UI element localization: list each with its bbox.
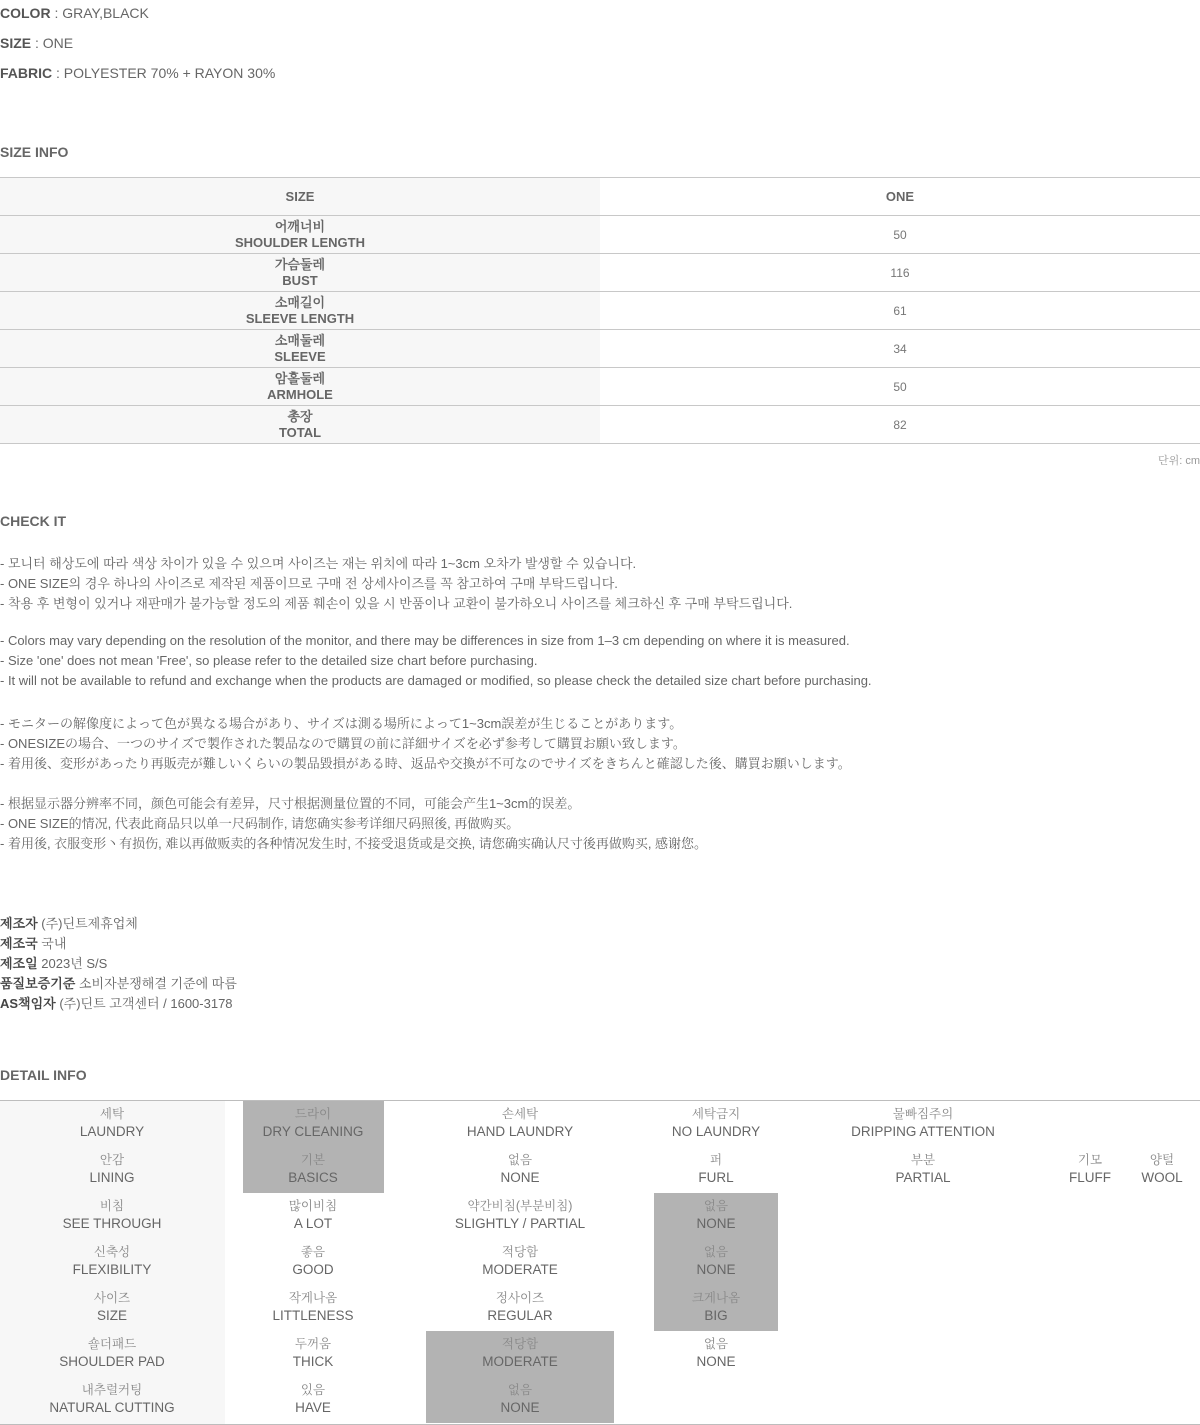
detail-option: 약간비침(부분비침) SLIGHTLY / PARTIAL	[454, 1199, 586, 1231]
size-header-label: SIZE	[0, 178, 600, 215]
mfg-label: AS책임자	[0, 996, 56, 1011]
note-line: - 착용 후 변형이 있거나 재판매가 불가능할 정도의 제품 훼손이 있을 시 반품이나 교환이 불가하오니 사이즈를 체크하신 후 구매 부탁드립니다.	[0, 596, 793, 611]
spec-value: : POLYESTER 70% + RAYON 30%	[52, 65, 276, 81]
detail-option: 없음 NONE	[696, 1199, 736, 1231]
measure-value: 50	[893, 379, 907, 394]
measure-value: 116	[890, 265, 910, 280]
detail-option: 드라이 DRY CLEANING	[262, 1107, 364, 1139]
measure-en: SLEEVE LENGTH	[245, 310, 355, 326]
measure-ko: 소매길이	[274, 294, 326, 310]
measure-label	[0, 216, 600, 253]
mfg-quality	[0, 973, 237, 992]
note-line: - ONE SIZE의 경우 하나의 사이즈로 제작된 제품이므로 구매 전 상세사이즈를 꼭 참고하여 구매 부탁드립니다.	[0, 576, 618, 591]
mfg-label: 제조자	[0, 916, 38, 931]
mfg-label: 제조일	[0, 956, 38, 971]
measure-value: 61	[893, 303, 907, 318]
measure-label	[0, 368, 600, 405]
note-line: - ONESIZEの場合、一つのサイズで製作された製品なので購買の前に詳細サイズを必ず参考して購買お願い致します。	[0, 736, 686, 751]
mfg-value: 2023년 S/S	[37, 956, 108, 971]
note-line: - It will not be available to refund and exchange when the products are damaged or modified, so please check the detailed size chart before purchasing.	[0, 673, 872, 688]
mfg-value: (주)딘트 고객센터 / 1600-3178	[55, 996, 233, 1011]
spec-size	[0, 35, 73, 51]
detail-option: 없음 NONE	[696, 1245, 736, 1277]
detail-option: 작게나옴 LITTLENESS	[272, 1291, 354, 1323]
detail-option: 적당함 MODERATE	[482, 1337, 558, 1369]
measure-label	[0, 406, 600, 443]
mfg-value: 소비자분쟁해결 기준에 따름	[75, 976, 237, 991]
detail-label: 안감 LINING	[89, 1153, 135, 1185]
detail-option: 많이비침 A LOT	[288, 1199, 338, 1231]
note-line: - 着用後、変形があったり再販売が難しいくらいの製品毀損がある時、返品や交換が不可なのでサイズをきちんと確認した後、購買お願いします。	[0, 756, 851, 771]
detail-label: 사이즈 SIZE	[93, 1291, 131, 1323]
note-line: - Size 'one' does not mean 'Free', so please refer to the detailed size chart before purchasing.	[0, 653, 538, 668]
mfg-country	[0, 933, 66, 952]
measure-value: 34	[893, 341, 907, 356]
spec-label: FABRIC	[0, 65, 53, 81]
size-info-title: SIZE INFO	[0, 144, 69, 160]
detail-option: 정사이즈 REGULAR	[487, 1291, 553, 1323]
mfg-value: 국내	[37, 936, 67, 951]
table-row	[0, 216, 1200, 254]
detail-info-title: DETAIL INFO	[0, 1067, 87, 1083]
mfg-value: (주)딘트제휴업체	[37, 916, 138, 931]
detail-option: 두꺼움 THICK	[292, 1337, 334, 1369]
detail-option: 퍼 FURL	[698, 1153, 734, 1185]
measure-label	[0, 292, 600, 329]
measure-en: TOTAL	[278, 424, 322, 440]
check-it-title: CHECK IT	[0, 513, 67, 529]
detail-option: 기본 BASICS	[288, 1153, 338, 1185]
mfg-label: 제조국	[0, 936, 38, 951]
mfg-date	[0, 953, 107, 972]
measure-en: SHOULDER LENGTH	[235, 234, 365, 250]
table-row	[0, 368, 1200, 406]
detail-option: 양털 WOOL	[1141, 1153, 1183, 1185]
detail-option: 없음 NONE	[500, 1383, 540, 1415]
spec-fabric	[0, 65, 275, 81]
detail-label: 내추럴커팅 NATURAL CUTTING	[49, 1383, 175, 1415]
mfg-as	[0, 993, 233, 1012]
detail-info-table	[0, 1100, 1200, 1425]
detail-label: 숄더패드 SHOULDER PAD	[59, 1337, 165, 1369]
size-header-value: ONE	[885, 189, 915, 204]
mfg-maker	[0, 913, 138, 932]
detail-option: 부분 PARTIAL	[895, 1153, 951, 1185]
spec-value: : GRAY,BLACK	[50, 5, 149, 21]
measure-en: SLEEVE	[274, 348, 326, 364]
detail-option: 있음 HAVE	[295, 1383, 331, 1415]
detail-option: 좋음 GOOD	[292, 1245, 334, 1277]
measure-ko: 소매둘레	[274, 332, 326, 348]
table-row	[0, 330, 1200, 368]
detail-label: 세탁 LAUNDRY	[79, 1107, 145, 1139]
detail-option: 손세탁 HAND LAUNDRY	[466, 1107, 574, 1139]
table-row	[0, 254, 1200, 292]
spec-label: COLOR	[0, 5, 51, 21]
mfg-label: 품질보증기준	[0, 976, 76, 991]
measure-value: 82	[893, 417, 907, 432]
detail-label: 비침 SEE THROUGH	[62, 1199, 162, 1231]
measure-value: 50	[893, 227, 907, 242]
size-table	[0, 177, 1200, 444]
detail-option: 크게나옴 BIG	[691, 1291, 741, 1323]
unit-label: 단위: cm	[1157, 455, 1200, 467]
detail-label: 신축성 FLEXIBILITY	[72, 1245, 152, 1277]
note-line: - 根据显示器分辨率不同，颜色可能会有差异，尺寸根据测量位置的不同，可能会产生1~3cm的误差。	[0, 796, 581, 811]
detail-option: 물빠짐주의 DRIPPING ATTENTION	[851, 1107, 995, 1139]
measure-label	[0, 330, 600, 367]
note-line: - 모니터 해상도에 따라 색상 차이가 있을 수 있으며 사이즈는 재는 위치에 따라 1~3cm 오차가 발생할 수 있습니다.	[0, 556, 637, 571]
detail-option: 없음 NONE	[500, 1153, 540, 1185]
detail-option: 적당함 MODERATE	[482, 1245, 558, 1277]
measure-label	[0, 254, 600, 291]
measure-ko: 암홀둘레	[274, 370, 326, 386]
detail-option: 기모 FLUFF	[1069, 1153, 1111, 1185]
note-line: - モニターの解像度によって色が異なる場合があり、サイズは測る場所によって1~3cm誤差が生じることがあります。	[0, 716, 683, 731]
measure-ko: 총장	[287, 408, 313, 424]
spec-label: SIZE	[0, 35, 32, 51]
table-row	[0, 406, 1200, 444]
measure-ko: 어깨너비	[274, 218, 326, 234]
spec-color	[0, 5, 149, 21]
measure-ko: 가슴둘레	[274, 256, 326, 272]
note-line: - Colors may vary depending on the resolution of the monitor, and there may be differences in size from 1–3 cm depending on where it is measured.	[0, 633, 850, 648]
note-line: - ONE SIZE的情况, 代表此商品只以单一尺码制作, 请您确实参考详细尺码照後, 再做购买。	[0, 816, 520, 831]
size-table-header	[0, 178, 1200, 216]
measure-en: BUST	[282, 272, 318, 288]
table-row	[0, 292, 1200, 330]
note-line: - 着用後, 衣服变形丶有损伤, 难以再做贩卖的各种情况发生时, 不接受退货或是交换, 请您确实确认尺寸後再做购买, 感谢您。	[0, 836, 708, 851]
spec-value: : ONE	[31, 35, 74, 51]
detail-option: 없음 NONE	[696, 1337, 736, 1369]
measure-en: ARMHOLE	[267, 386, 333, 402]
detail-option: 세탁금지 NO LAUNDRY	[671, 1107, 761, 1139]
